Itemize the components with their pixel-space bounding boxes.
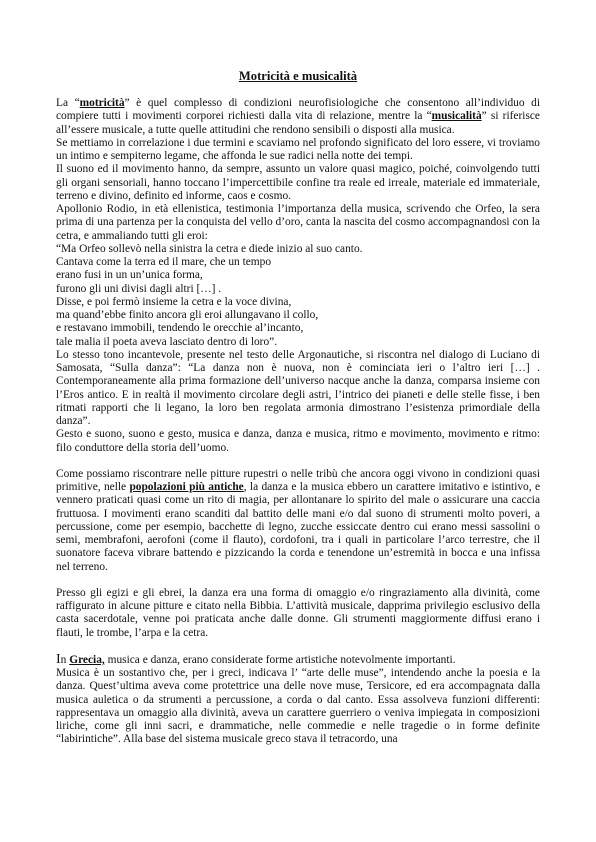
keyword-musicalita: musicalità	[431, 110, 482, 123]
paragraph-gap	[56, 455, 540, 468]
paragraph-apollonio: Apollonio Rodio, in età ellenistica, testimonia l’importanza della musica, scrivendo che Orfeo, la sera prima di una partenza per la conquista del vello d’oro, canta la nascita del cosmo accompagnandosi con la cetra, e ammaliando tutti gli eroi:	[56, 203, 540, 242]
text-span: Come possiamo riscontrare nelle pitture rupestri o nelle tribù che ancora oggi vivono in condizioni quasi primitive, nelle	[56, 467, 540, 493]
paragraph-gesture-sound: Gesto e suono, suono e gesto, musica e danza, danza e musica, ritmo e movimento, movimento e ritmo: filo conduttore della storia dell’uomo.	[56, 428, 540, 454]
text-span: ” è quel complesso di condizioni neurofisiologiche che consentono all’individuo di compiere tutti i movimenti corporei richiesti dalla vita di relazione, mentre la “	[56, 97, 540, 123]
text-span: La “	[56, 97, 80, 109]
paragraph-greek-music: Musica è un sostantivo che, per i greci, indicava l’ “arte delle muse”, intendendo anche la poesia e la danza. Quest’ultima aveva come protettrice una delle nove muse, Tersicore, ed era accompagnata dalla musica auletica o da strumenti a percussione, a corda o dal canto. Essa assolveva funzioni differenti: rappresentava un omaggio alla divinità, aveva un carattere guerriero o veniva impiegata in composizioni liriche, come gli inni sacri, e drammatiche, nelle commedie e nelle tragedie o in forme definite “labirintiche”. Alla base del sistema musicale greco stava il tetracordo, una	[56, 667, 540, 746]
paragraph-correlation: Se mettiamo in correlazione i due termini e scaviamo nel profondo significato del loro essere, vi troviamo un intimo e sempiterno legame, che affonda le sue radici nella notte dei tempi.	[56, 136, 540, 162]
poem-line: Cantava come la terra ed il mare, che un tempo	[56, 256, 272, 268]
poem-line: Disse, e poi fermò insieme la cetra e la voce divina,	[56, 295, 292, 308]
keyword-popolazioni: popolazioni più antiche	[129, 481, 244, 493]
paragraph-gap	[56, 574, 540, 587]
page-title: Motricità e musicalità	[238, 69, 358, 83]
paragraph-sound-movement: Il suono ed il movimento hanno, da sempre, assunto un valore quasi magico, poiché, coinvolgendo tutti gli organi sensoriali, hanno toccano l’impercettibile confine tra reale ed irreale, materiale ed immateriale, terreno e divino, definito ed informe, caos e cosmo.	[56, 163, 540, 202]
poem-line: “Ma Orfeo sollevò nella sinistra la cetra e diede inizio al suo canto.	[56, 242, 363, 255]
poem-line: furono gli uni divisi dagli altri […] .	[56, 282, 222, 295]
text-span: musica e danza, erano considerate forme artistiche notevolmente importanti.	[104, 653, 456, 666]
drop-letter: I	[56, 651, 61, 667]
poem-line: ma quand’ebbe finito ancora gli eroi allungavano il collo,	[56, 309, 319, 321]
paragraph-definitions	[56, 97, 540, 137]
text-span: ” si riferisce all’essere musicale, a tutte quelle attitudini che rendono sensibili o disposti alla musica.	[56, 110, 540, 136]
paragraph-gap	[56, 640, 540, 653]
text-span: , la danza e la musica ebbero un carattere imitativo e istintivo, e vennero praticati quasi come un rito di magia, per allontanare lo spirito del male o assicurare una caccia fruttuosa. I movimenti erano scanditi dal battito delle mani e/o dal suono di strumenti molto poveri, a percussione, come per esempio, bacchette di legno, zucche essiccate dentro cui erano messi sassolini o semi, membrafoni, aerofoni (come il flauto), cordofoni, tra i quali in particolare l’arco terrestre, che il suonatore faceva vibrare battendo e pizzicando la corda e tenendone un’estremità in bocca e una infissa nel terreno.	[56, 481, 540, 573]
paragraph-egypt-hebrews: Presso gli egizi e gli ebrei, la danza era una forma di omaggio e/o ringraziamento alla divinità, come raffigurato in alcune pitture e citato nella Bibbia. L’attività musicale, dapprima privilegio esclusivo della casta sacerdotale, venne poi praticata anche dalle donne. Gli strumenti maggiormente diffusi erano i flauti, le trombe, l’arpa e la cetra.	[56, 586, 540, 639]
poem-line: tale malia il poeta aveva lasciato dentro di loro”.	[56, 335, 278, 348]
paragraph-luciano: Lo stesso tono incantevole, presente nel testo delle Argonautiche, si riscontra nel dialogo di Luciano di Samosata, “Sulla danza”: “La danza non è nuova, non è cominciata ieri o l’altro ieri […] . Contemporaneamente alla prima formazione dell’universo nacque anche la danza, comparsa insieme con l’Eros antico. E in realtà il movimento circolare degli astri, l’intrico dei pianeti e delle stelle fisse, i ben ritmati rapporti che li legano, la loro ben regolata armonia dimostrano l’esistenza primordiale della danza”.	[56, 348, 540, 427]
keyword-grecia: Grecia,	[69, 653, 105, 666]
poem-line: e restavano immobili, tendendo le orecchie al’incanto,	[56, 322, 304, 335]
poem-line: erano fusi in un un’unica forma,	[56, 269, 203, 282]
keyword-motricita: motricità	[79, 97, 125, 109]
paragraph-greece-intro	[56, 653, 540, 667]
text-span: n	[60, 653, 70, 666]
document-body	[56, 97, 540, 747]
paragraph-ancient-peoples	[56, 468, 540, 574]
